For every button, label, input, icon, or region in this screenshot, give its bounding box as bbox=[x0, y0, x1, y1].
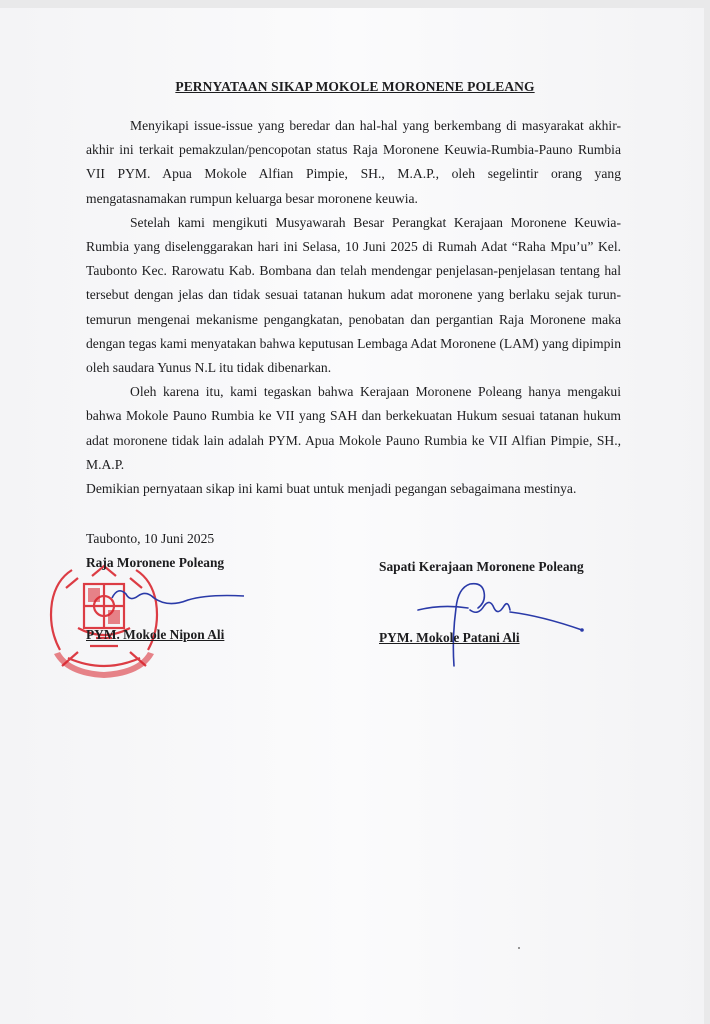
right-signatory-title: Sapati Kerajaan Moronene Poleang bbox=[379, 559, 584, 574]
paragraph-2: Setelah kami mengikuti Musyawarah Besar Perangkat Kerajaan Moronene Keuwia-Rumbia yang diselenggarakan hari ini Selasa, 10 Juni 2025 di Rumah Adat “Raha Mpu’u” Kel. Taubonto Kec. Rarowatu Kab. Bombana dan telah mendengar penjelasan-penjelasan tentang hal tersebut dengan jelas dan tidak sesuai tatanan hukum adat moronene yang berlaku sejak turun-temurun mengenai mekanisme pengangkatan, penobatan dan pergantian Raja Moronene maka dengan tegas kami menyatakan bahwa keputusan Lembaga Adat Moronene (LAM) yang dipimpin oleh saudara Yunus N.L itu tidak dibenarkan. bbox=[86, 214, 621, 376]
place-date: Taubonto, 10 Juni 2025 bbox=[86, 531, 215, 546]
document-title: PERNYATAAN SIKAP MOKOLE MORONENE POLEANG bbox=[175, 79, 535, 94]
document-body bbox=[86, 114, 621, 501]
left-signatory-title: Raja Moronene Poleang bbox=[86, 555, 225, 570]
right-signatory-name: PYM. Mokole Patani Ali bbox=[379, 630, 520, 645]
left-signatory-name: PYM. Mokole Nipon Ali bbox=[86, 627, 225, 642]
closing-statement: Demikian pernyataan sikap ini kami buat untuk menjadi pegangan sebagaimana mestinya. bbox=[86, 481, 577, 497]
paragraph-3: Oleh karena itu, kami tegaskan bahwa Kerajaan Moronene Poleang hanya mengakui bahwa Mokole Pauno Rumbia ke VII yang SAH dan berkekuatan Hukum sesuai tatanan hukum adat moronene tidak lain adalah PYM. Apua Mokole Pauno Rumbia ke VII Alfian Pimpie, SH., M.A.P. bbox=[86, 384, 621, 472]
left-signature bbox=[108, 572, 248, 632]
paper-speck bbox=[518, 947, 520, 949]
paragraph-1: Menyikapi issue-issue yang beredar dan hal-hal yang berkembang di masyarakat akhir-akhir ini terkait pemakzulan/pencopotan status Raja Moronene Keuwia-Rumbia-Pauno Rumbia VII PYM. Apua Mokole Alfian Pimpie, SH., M.A.P., oleh segelintir orang yang mengatasnamakan rumpun keluarga besar moronene keuwia. bbox=[86, 118, 621, 206]
right-signature bbox=[412, 578, 590, 670]
